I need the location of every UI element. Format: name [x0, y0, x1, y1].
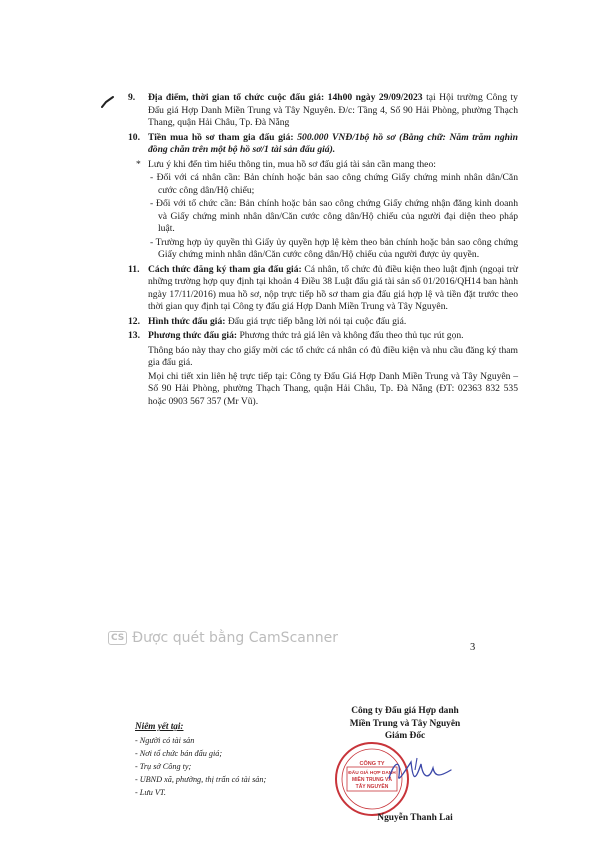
page-number: 3 [470, 642, 476, 653]
signer-name: Nguyễn Thanh Lai [377, 813, 453, 823]
item-10-fee: 500.000 VNĐ/1bộ hồ sơ (Bằng chữ: Năm trăm nghìn đồng chẵn trên một bộ hồ sơ/1 tài sản đấu giá). [148, 131, 519, 155]
recipients-heading: Niêm yết tại: [135, 721, 184, 731]
closing-contact: Mọi chi tiết xin liên hệ trực tiếp tại: Công ty Đấu Giá Hợp Danh Miền Trung và Tây Nguyên – Số 90 Hải Phòng, phường Thạch Thang, quận Hải Châu, Tp. Đà Nẵng (ĐT: 02363 832 535 hoặc 0903 567 357 (Mr Vũ). [148, 370, 518, 407]
item-9: 9. Địa điểm, thời gian tổ chức cuộc đấu giá: 14h00 ngày 29/09/2023 tại Hội trường Công ty Đấu giá Hợp Danh Miền Trung và Tây Nguyên. Đ/c: Tầng 4, Số 90 Hải Phòng, phường Thạch Thang, quận Hải Châu, Tp. Đà Nẵng [128, 92, 518, 128]
company-name-line1: Công ty Đấu giá Hợp danh [351, 706, 459, 716]
recipient-item: - Người có tài sản [135, 736, 195, 745]
item-10: 10. Tiền mua hồ sơ tham gia đấu giá: 500.000 VNĐ/1bộ hồ sơ (Bằng chữ: Năm trăm nghìn đồng chẵn trên một bộ hồ sơ/1 tài sản đấu giá). [128, 131, 519, 155]
camscanner-text: Được quét bằng CamScanner [132, 630, 338, 646]
item-12-text: Đấu giá trực tiếp bằng lời nói tại cuộc đấu giá. [227, 315, 407, 327]
note-organization: - Đối với tổ chức cần: Bản chính hoặc bản sao công chứng Giấy chứng nhận đăng kinh doanh và Giấy chứng minh nhân dân/Căn cước công dân/Hộ chiếu của người đại diện theo pháp luật. [150, 198, 518, 234]
item-13-label: Phương thức đấu giá: [148, 330, 238, 341]
recipient-item: - Lưu VT. [135, 788, 166, 797]
recipient-item: - Nơi tổ chức bán đấu giá; [135, 749, 223, 758]
notice-body [128, 92, 518, 409]
item-10-label: Tiền mua hồ sơ tham gia đấu giá: [148, 131, 294, 143]
item-9-time: 14h00 ngày 29/09/2023 [327, 92, 423, 103]
director-title: Giám Đốc [384, 731, 426, 741]
item-13: 13. Phương thức đấu giá: Phương thức trả giá lên và không đấu theo thủ tục rút gọn. [128, 330, 464, 341]
item-9-label: Địa điểm, thời gian tổ chức cuộc đấu giá: [148, 92, 325, 103]
item-9-text: tại Hội trường Công ty Đấu giá Hợp Danh Miền Trung và Tây Nguyên. Đ/c: Tầng 4, Số 90 Hải Phòng, phường Thạch Thang, quận Hải Châu, Tp. Đà Nẵng [148, 92, 518, 128]
item-12: 12. Hình thức đấu giá: Đấu giá trực tiếp bằng lời nói tại cuộc đấu giá. [128, 315, 407, 327]
svg-text:ĐẤU GIÁ HỢP DANH: ĐẤU GIÁ HỢP DANH [348, 771, 396, 776]
svg-text:TÂY NGUYÊN: TÂY NGUYÊN [355, 784, 389, 790]
note-text: Lưu ý khi đến tìm hiểu thông tin, mua hồ sơ đấu giá tài sản cần mang theo: [148, 158, 436, 170]
svg-text:MIỀN TRUNG VÀ: MIỀN TRUNG VÀ [352, 777, 392, 783]
camscanner-logo-icon: CS [108, 631, 127, 645]
note: * Lưu ý khi đến tìm hiểu thông tin, mua hồ sơ đấu giá tài sản cần mang theo: [136, 158, 436, 170]
closing-invitation: Thông báo này thay cho giấy mời các tổ chức cá nhân có đủ điều kiện và nhu cầu đăng ký tham gia đấu giá. [148, 344, 518, 368]
recipients-block [135, 720, 305, 799]
note-authorization: - Trường hợp ủy quyền thì Giấy ủy quyền hợp lệ kèm theo bản chính hoặc bản sao công chứng Giấy chứng minh nhân dân/Căn cước công dân/Hộ chiếu của người được ủy quyền. [150, 236, 518, 260]
item-11-text: Cá nhân, tổ chức đủ điều kiện theo luật định (ngoại trừ những trường hợp quy định tại khoản 4 Điều 38 Luật đấu giá tài sản số 01/2016/QH14 ban hành ngày 17/11/2016) mua hồ sơ, nộp trực tiếp hồ sơ tham gia đấu giá hợp lệ và tiền đặt trước theo thời gian quy định tại Công ty đấu giá Hợp Danh Miền Trung và Tây Nguyên. [148, 263, 518, 312]
recipient-item: - Trụ sở Công ty; [135, 762, 192, 771]
note-individual: - Đối với cá nhân cần: Bản chính hoặc bản sao công chứng Giấy chứng minh nhân dân/Căn cước công dân/Hộ chiếu; [150, 172, 518, 196]
item-13-text: Phương thức trả giá lên và không đấu theo thủ tục rút gọn. [239, 330, 464, 341]
company-name-line2: Miền Trung và Tây Nguyên [349, 718, 461, 729]
svg-text:CÔNG TY: CÔNG TY [359, 761, 385, 767]
item-11: 11. Cách thức đăng ký tham gia đấu giá: Cá nhân, tổ chức đủ điều kiện theo luật định (ngoại trừ những trường hợp quy định tại khoản 4 Điều 38 Luật đấu giá tài sản số 01/2016/QH14 ban hành ngày 17/11/2016) mua hồ sơ, nộp trực tiếp hồ sơ tham gia đấu giá hợp lệ và tiền đặt trước theo thời gian quy định tại Công ty đấu giá Hợp Danh Miền Trung và Tây Nguyên. [128, 263, 518, 312]
item-11-label: Cách thức đăng ký tham gia đấu giá: [148, 263, 302, 275]
item-12-label: Hình thức đấu giá: [148, 315, 226, 327]
recipient-item: - UBND xã, phường, thị trấn có tài sản; [135, 775, 267, 784]
signature-heading [330, 705, 480, 743]
pen-tick-mark [101, 95, 115, 109]
camscanner-watermark [108, 630, 338, 646]
handwritten-signature [385, 750, 455, 790]
